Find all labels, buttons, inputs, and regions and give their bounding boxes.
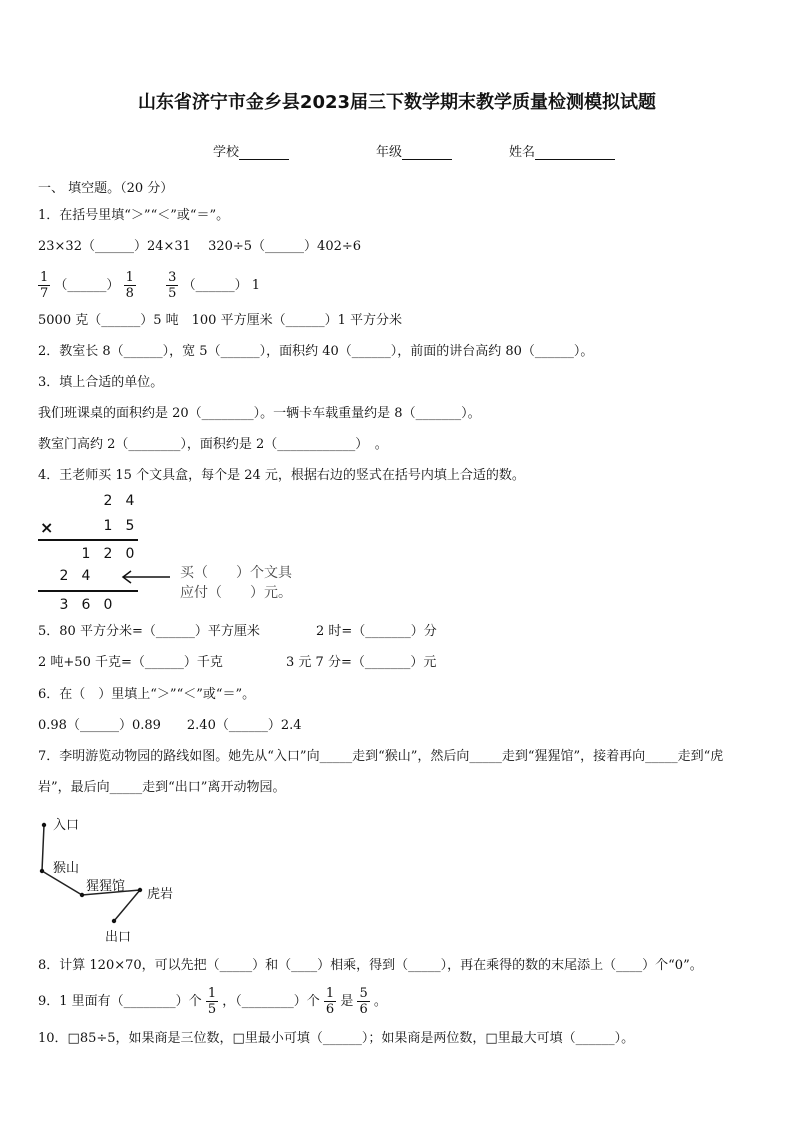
gorilla-point: [80, 893, 84, 897]
calc-rule-1: [38, 539, 138, 541]
grade-blank[interactable]: [402, 145, 452, 160]
digit: 0: [103, 597, 113, 613]
q6-stem: 6．在（ ）里填上“＞”“＜”或“＝”。: [38, 687, 256, 702]
q3-row2: 教室门高约 2（________），面积约是 2（____________） 。: [38, 437, 388, 452]
label-gorilla-house: 猩猩馆: [86, 879, 126, 894]
q5-row2b: 3 元 7 分=（_______）元: [286, 655, 437, 670]
q1-row3: 5000 克（______）5 吨 100 平方厘米（______）1 平方分米: [38, 313, 402, 328]
school-field: [213, 141, 289, 160]
q5-row1b: 2 时=（_______）分: [316, 624, 437, 639]
calc-rule-2: [38, 590, 138, 592]
digit: 5: [125, 518, 135, 534]
fraction-5-6: $\frac{5}{6}$: [359, 986, 368, 1017]
times-sign: ×: [40, 518, 54, 537]
q10: 10．□85÷5，如果商是三位数，□里最小可填（______）；如果商是两位数，□里最大可填（______）。: [38, 1031, 635, 1046]
q1-tail: 1: [251, 278, 260, 293]
vertical-multiplication: [38, 490, 148, 615]
label-tiger-rock: 虎岩: [147, 887, 174, 902]
tiger-point: [138, 888, 142, 892]
q1-stem: 1．在括号里填“＞”“＜”或“＝”。: [38, 208, 230, 223]
fraction-1-7: $\frac{1}{7}$: [40, 270, 49, 301]
label-entrance: 入口: [53, 818, 80, 833]
q4-stem: 4．王老师买 15 个文具盒，每个是 24 元，根据右边的竖式在括号内填上合适的数。: [38, 468, 525, 483]
name-label: 姓名: [509, 145, 536, 160]
digit: 2: [59, 568, 69, 584]
q3-row1: 我们班课桌的面积约是 20（________）。一辆卡车载重量约是 8（_______）。: [38, 406, 481, 421]
monkey-point: [40, 869, 44, 873]
q9-part-d: 。: [373, 994, 387, 1009]
digit: 1: [81, 546, 91, 562]
q1-blank-b: （______）: [182, 278, 248, 293]
fraction-1-5: $\frac{1}{5}$: [207, 986, 217, 1017]
grade-label: 年级: [376, 145, 403, 160]
school-label: 学校: [213, 145, 240, 160]
q4-note-2: 应付（ ）元。: [180, 585, 292, 601]
school-blank[interactable]: [239, 145, 289, 160]
q8: 8．计算 120×70，可以先把（_____）和（____）相乘，得到（_____），再在乘得的数的末尾添上（____）个“0”。: [38, 958, 703, 973]
label-exit: 出口: [105, 930, 132, 945]
q6-row: 0.98（______）0.89 2.40（______）2.4: [38, 718, 302, 733]
name-field: [509, 141, 615, 160]
left-arrow-icon: [120, 570, 172, 584]
q9-part-c: 是: [340, 994, 354, 1009]
name-blank[interactable]: [535, 145, 615, 160]
digit: 0: [125, 546, 135, 562]
section-heading: 一、 填空题。（20 分）: [38, 181, 174, 196]
digit: 2: [103, 546, 113, 562]
q1-blank-a: （______）: [54, 278, 120, 293]
digit: 1: [103, 518, 113, 534]
digit: 4: [125, 493, 135, 509]
q9-part-b: ，（________）个: [222, 994, 320, 1009]
fraction-3-5: $\frac{3}{5}$: [168, 270, 177, 301]
grade-field: [376, 141, 452, 160]
fraction-1-6: $\frac{1}{6}$: [325, 986, 335, 1017]
q1-row2: [38, 266, 260, 306]
q7-line2: 岩”，最后向_____走到“出口”离开动物园。: [38, 780, 286, 795]
label-monkey-mountain: 猴山: [53, 861, 80, 876]
digit: 2: [103, 493, 113, 509]
page-title: 山东省济宁市金乡县2023届三下数学期末教学质量检测模拟试题: [137, 92, 657, 113]
q9: [38, 984, 387, 1020]
digit: 6: [81, 597, 91, 613]
q7-line1: 7．李明游览动物园的路线如图。她先从“入口”向_____走到“猴山”，然后向_____走到“猩猩馆”，接着再向_____走到“虎: [38, 749, 724, 764]
entrance-point: [42, 823, 46, 827]
q4-note-1: 买（ ）个文具: [180, 565, 292, 581]
q1-row1: 23×32（______）24×31 320÷5（______）402÷6: [38, 239, 362, 254]
digit: 3: [59, 597, 69, 613]
q3-stem: 3．填上合适的单位。: [38, 375, 164, 390]
fraction-1-8: $\frac{1}{8}$: [125, 270, 134, 301]
digit: 4: [81, 568, 91, 584]
q5-row2a: 2 吨+50 千克=（______）千克: [38, 655, 223, 670]
q9-part-a: 9．1 里面有（________）个: [38, 994, 202, 1009]
exit-point: [112, 919, 116, 923]
q2: 2．教室长 8（______），宽 5（______），面积约 40（______），前面的讲台高约 80（______）。: [38, 344, 594, 359]
q5-row1a: 5．80 平方分米=（______）平方厘米: [38, 624, 260, 639]
